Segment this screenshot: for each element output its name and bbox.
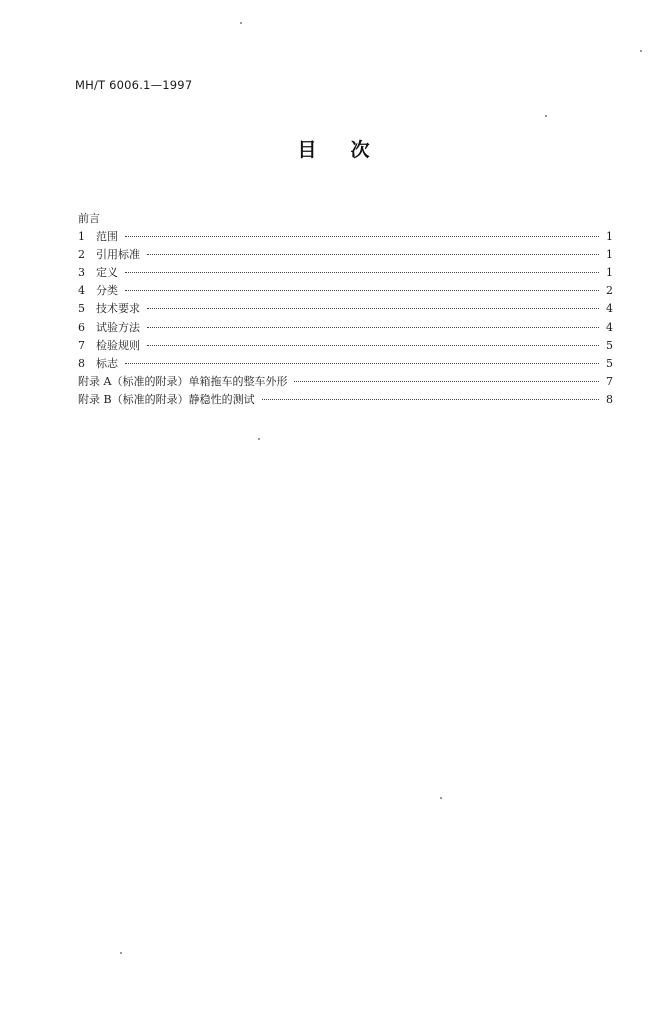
toc-entry-label: 附录 B（标准的附录）静稳性的测试 xyxy=(78,392,255,406)
toc-entry-number: 8 xyxy=(78,356,85,370)
toc-leader xyxy=(262,399,599,400)
toc-title xyxy=(0,135,667,162)
toc-entry-7[interactable] xyxy=(78,337,613,355)
table-of-contents xyxy=(78,210,613,409)
toc-entry-number: 3 xyxy=(78,266,85,280)
toc-entry-appendix-a[interactable] xyxy=(78,373,613,391)
toc-entry-page: 1 xyxy=(606,248,613,262)
toc-title-char-1: 目 xyxy=(297,139,317,161)
toc-entry-label: 定义 xyxy=(96,266,118,280)
toc-entry-page: 1 xyxy=(606,266,613,280)
toc-entry-page: 8 xyxy=(606,392,613,406)
toc-entry-label: 试验方法 xyxy=(96,320,140,334)
toc-entry-label: 分类 xyxy=(96,284,118,298)
toc-entry-page: 1 xyxy=(606,230,613,244)
scan-speck xyxy=(258,438,260,440)
scan-speck xyxy=(440,797,442,799)
scan-speck xyxy=(545,115,547,117)
toc-entry-label: 引用标准 xyxy=(96,248,140,262)
toc-entry-page: 4 xyxy=(606,320,613,334)
toc-entry-8[interactable] xyxy=(78,355,613,373)
toc-leader xyxy=(147,345,599,346)
toc-entry-label: 前言 xyxy=(78,212,100,225)
toc-entry-label: 检验规则 xyxy=(96,338,140,352)
toc-entry-number: 1 xyxy=(78,230,85,244)
toc-entry-label: 技术要求 xyxy=(96,302,140,316)
toc-leader xyxy=(147,254,599,255)
toc-entry-page: 4 xyxy=(606,302,613,316)
toc-entry-number: 7 xyxy=(78,338,85,352)
toc-entry-3[interactable] xyxy=(78,264,613,282)
toc-leader xyxy=(147,308,599,309)
toc-entry-page: 2 xyxy=(606,284,613,298)
toc-entry-1[interactable] xyxy=(78,228,613,246)
toc-leader xyxy=(125,290,599,291)
toc-entry-appendix-b[interactable] xyxy=(78,391,613,409)
toc-leader xyxy=(125,236,599,237)
toc-entry-6[interactable] xyxy=(78,319,613,337)
toc-entry-4[interactable] xyxy=(78,282,613,300)
toc-entry-page: 5 xyxy=(606,356,613,370)
toc-entry-number: 5 xyxy=(78,302,85,316)
toc-entry-page: 7 xyxy=(606,374,613,388)
toc-entry-page: 5 xyxy=(606,338,613,352)
toc-leader xyxy=(294,381,599,382)
toc-entry-2[interactable] xyxy=(78,246,613,264)
toc-title-char-2: 次 xyxy=(350,139,370,161)
toc-entry-label: 附录 A（标准的附录）单箱拖车的整车外形 xyxy=(78,374,288,388)
scan-speck xyxy=(240,22,242,24)
toc-entry-foreword[interactable] xyxy=(78,210,613,228)
scan-speck xyxy=(120,952,122,954)
standard-code: MH/T 6006.1—1997 xyxy=(75,78,193,92)
toc-entry-label: 标志 xyxy=(96,356,118,370)
toc-entry-number: 4 xyxy=(78,284,85,298)
toc-leader xyxy=(125,363,599,364)
toc-entry-number: 2 xyxy=(78,248,85,262)
toc-entry-number: 6 xyxy=(78,320,85,334)
toc-leader xyxy=(125,272,599,273)
toc-leader xyxy=(147,327,599,328)
toc-entry-label: 范围 xyxy=(96,230,118,244)
scan-speck xyxy=(640,50,642,52)
toc-entry-5[interactable] xyxy=(78,300,613,318)
